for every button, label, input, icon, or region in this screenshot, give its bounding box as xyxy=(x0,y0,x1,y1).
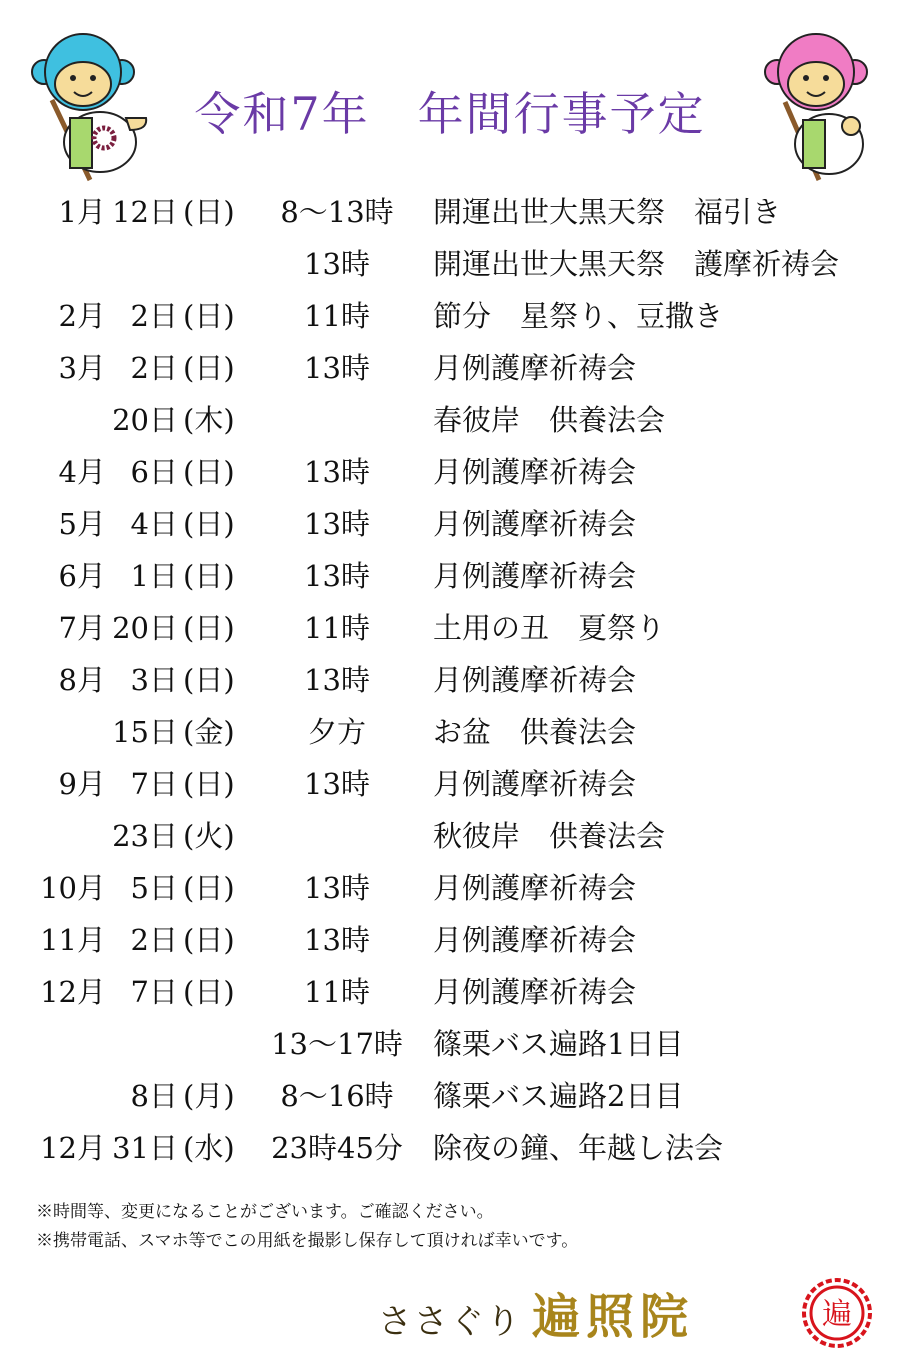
schedule-month: 3月 xyxy=(58,351,106,385)
schedule-weekday: (日) xyxy=(183,923,235,957)
schedule-month: 5月 xyxy=(58,507,106,541)
schedule-row xyxy=(0,1122,903,1174)
schedule-time: 8～16時 xyxy=(280,1079,394,1113)
schedule-day: 2日 xyxy=(130,299,178,333)
schedule-event: 月例護摩祈祷会 xyxy=(433,767,637,801)
schedule-time: 13時 xyxy=(304,351,370,385)
schedule-weekday: (日) xyxy=(183,507,235,541)
schedule-weekday: (日) xyxy=(183,767,235,801)
schedule-time: 8～13時 xyxy=(280,195,394,229)
schedule-weekday: (木) xyxy=(183,403,235,437)
schedule-weekday: (日) xyxy=(183,299,235,333)
schedule-day: 1日 xyxy=(130,559,178,593)
schedule-weekday: (日) xyxy=(183,559,235,593)
schedule-event: 開運出世大黒天祭 護摩祈祷会 xyxy=(433,247,840,281)
schedule-time: 13時 xyxy=(304,871,370,905)
notes xyxy=(36,1198,578,1256)
schedule-time: 13時 xyxy=(304,455,370,489)
schedule-time: 11時 xyxy=(304,611,370,645)
schedule-weekday: (日) xyxy=(183,663,235,697)
schedule-row xyxy=(0,342,903,394)
seal-char: 遍 xyxy=(822,1297,852,1332)
schedule-row xyxy=(0,758,903,810)
schedule-row xyxy=(0,914,903,966)
page-title: 令和7年 年間行事予定 xyxy=(194,87,706,141)
schedule-row xyxy=(0,1018,903,1070)
schedule-day: 7日 xyxy=(130,767,178,801)
schedule-time: 23時45分 xyxy=(271,1131,403,1165)
note-line: ※時間等、変更になることがございます。ご確認ください。 xyxy=(36,1202,494,1222)
schedule-day: 3日 xyxy=(130,663,178,697)
schedule-event: 篠栗バス遍路1日目 xyxy=(433,1027,684,1061)
schedule-time: 13時 xyxy=(304,663,370,697)
schedule-event: お盆 供養法会 xyxy=(433,715,637,749)
schedule-row xyxy=(0,862,903,914)
schedule-event: 春彼岸 供養法会 xyxy=(433,403,666,437)
schedule-day: 20日 xyxy=(112,611,178,645)
schedule-event: 月例護摩祈祷会 xyxy=(433,559,637,593)
schedule-weekday: (日) xyxy=(183,975,235,1009)
schedule-month: 2月 xyxy=(58,299,106,333)
schedule-event: 月例護摩祈祷会 xyxy=(433,351,637,385)
schedule-weekday: (日) xyxy=(183,455,235,489)
schedule-event: 月例護摩祈祷会 xyxy=(433,455,637,489)
schedule-time: 13時 xyxy=(304,559,370,593)
schedule-time: 13時 xyxy=(304,767,370,801)
schedule-time: 13時 xyxy=(304,247,370,281)
schedule-day: 31日 xyxy=(112,1131,178,1165)
schedule-weekday: (日) xyxy=(183,195,235,229)
schedule-event: 開運出世大黒天祭 福引き xyxy=(433,195,782,229)
temple-prefix: ささぐり xyxy=(378,1302,522,1342)
schedule-month: 4月 xyxy=(58,455,106,489)
schedule-row xyxy=(0,498,903,550)
schedule-day: 7日 xyxy=(130,975,178,1009)
schedule-month: 8月 xyxy=(58,663,106,697)
schedule-month: 1月 xyxy=(58,195,106,229)
schedule-weekday: (火) xyxy=(183,819,235,853)
schedule-event: 篠栗バス遍路2日目 xyxy=(433,1079,684,1113)
schedule-row xyxy=(0,186,903,238)
schedule-event: 節分 星祭り、豆撒き xyxy=(433,299,724,333)
schedule-event: 除夜の鐘、年越し法会 xyxy=(433,1131,724,1165)
schedule-time: 11時 xyxy=(304,975,370,1009)
schedule-day: 8日 xyxy=(130,1079,178,1113)
schedule-event: 秋彼岸 供養法会 xyxy=(433,819,666,853)
schedule-event: 月例護摩祈祷会 xyxy=(433,507,637,541)
schedule-month: 12月 xyxy=(40,1131,106,1165)
schedule-day: 15日 xyxy=(112,715,178,749)
note-line: ※携帯電話、スマホ等でこの用紙を撮影し保存して頂ければ幸いです。 xyxy=(36,1231,579,1251)
pink-monkey-mascot-icon xyxy=(755,30,895,190)
temple-seal-icon xyxy=(800,1276,874,1350)
schedule-day: 12日 xyxy=(112,195,178,229)
schedule-weekday: (日) xyxy=(183,351,235,385)
schedule-weekday: (金) xyxy=(183,715,235,749)
schedule-time: 13時 xyxy=(304,923,370,957)
temple-main-name: 遍照院 xyxy=(532,1289,695,1345)
schedule-event: 土用の丑 夏祭り xyxy=(433,611,666,645)
schedule-weekday: (水) xyxy=(183,1131,235,1165)
schedule-month: 9月 xyxy=(58,767,106,801)
schedule-day: 6日 xyxy=(130,455,178,489)
schedule-day: 4日 xyxy=(130,507,178,541)
schedule-month: 12月 xyxy=(40,975,106,1009)
schedule-day: 20日 xyxy=(112,403,178,437)
schedule-time: 13時 xyxy=(304,507,370,541)
schedule-month: 11月 xyxy=(40,923,106,957)
schedule-row xyxy=(0,394,903,446)
blue-monkey-mascot-icon xyxy=(30,30,170,190)
temple-name xyxy=(378,1278,694,1347)
schedule-day: 23日 xyxy=(112,819,178,853)
schedule-row xyxy=(0,810,903,862)
schedule-day: 2日 xyxy=(130,351,178,385)
schedule-event: 月例護摩祈祷会 xyxy=(433,663,637,697)
schedule-day: 5日 xyxy=(130,871,178,905)
schedule-month: 6月 xyxy=(58,559,106,593)
schedule-weekday: (日) xyxy=(183,611,235,645)
schedule-month: 7月 xyxy=(58,611,106,645)
schedule-row xyxy=(0,706,903,758)
schedule-weekday: (月) xyxy=(183,1079,235,1113)
schedule-row xyxy=(0,602,903,654)
schedule-time: 13～17時 xyxy=(271,1027,403,1061)
schedule-list xyxy=(0,186,903,1174)
schedule-row xyxy=(0,966,903,1018)
schedule-event: 月例護摩祈祷会 xyxy=(433,975,637,1009)
schedule-time: 夕方 xyxy=(307,715,366,749)
schedule-row xyxy=(0,654,903,706)
schedule-time: 11時 xyxy=(304,299,370,333)
schedule-weekday: (日) xyxy=(183,871,235,905)
schedule-row xyxy=(0,1070,903,1122)
schedule-event: 月例護摩祈祷会 xyxy=(433,923,637,957)
schedule-event: 月例護摩祈祷会 xyxy=(433,871,637,905)
schedule-row xyxy=(0,238,903,290)
schedule-month: 10月 xyxy=(40,871,106,905)
schedule-day: 2日 xyxy=(130,923,178,957)
schedule-row xyxy=(0,446,903,498)
schedule-row xyxy=(0,290,903,342)
schedule-row xyxy=(0,550,903,602)
